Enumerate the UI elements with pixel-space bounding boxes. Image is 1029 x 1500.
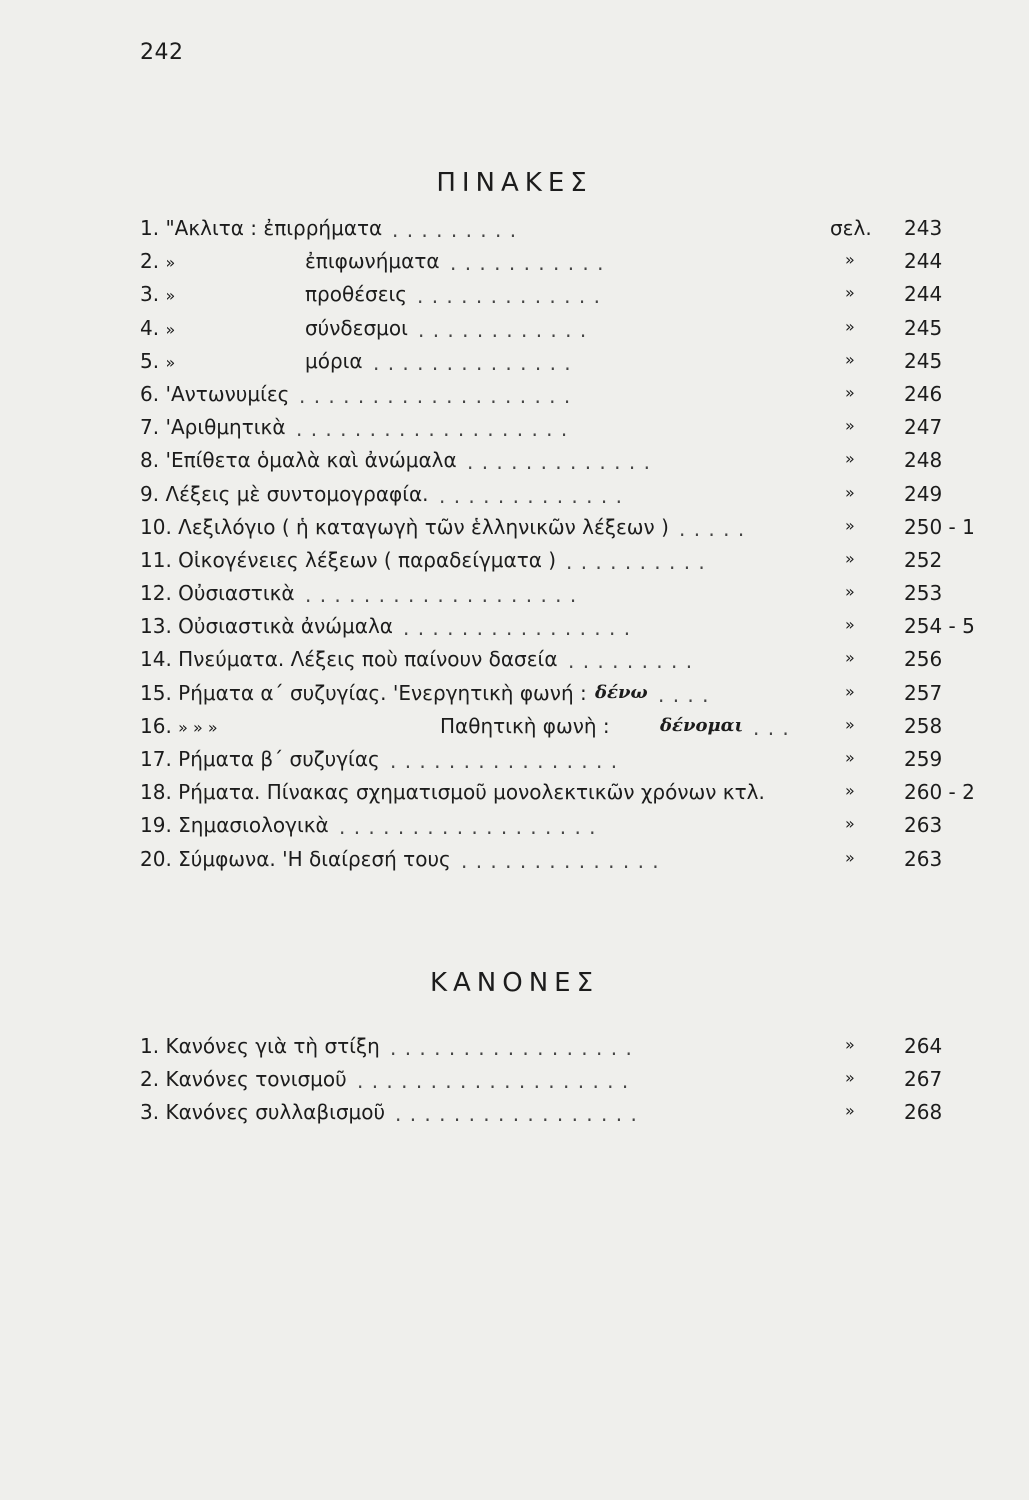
entry-number: 8. xyxy=(140,448,160,473)
page-reference: 263 xyxy=(904,846,943,871)
entry-number: 2. xyxy=(140,249,160,274)
entry-text xyxy=(140,448,457,472)
page-reference: 258 xyxy=(904,713,943,738)
dot-leader: . . . . . . . . . . . . . . . . xyxy=(403,616,632,641)
dot-leader: . . . . . . . . . . . . . . . . . . . xyxy=(357,1069,630,1094)
entry-text xyxy=(140,515,669,539)
entry-number: 5. xyxy=(140,348,160,373)
page-reference: 268 xyxy=(904,1100,943,1125)
page-reference: 244 xyxy=(904,282,943,307)
entry-text xyxy=(140,349,175,373)
toc-entry xyxy=(140,312,943,345)
toc-entry xyxy=(140,212,943,245)
page-reference: 249 xyxy=(904,481,943,506)
dot-leader: . . . . . . . . . . . . . . . . . . xyxy=(339,815,597,840)
dot-leader: . . . . . . . . . . . . . . . . . . . xyxy=(305,583,578,608)
entry-title: Οὐσιαστικὰ xyxy=(178,581,295,606)
entry-text xyxy=(140,681,587,705)
dot-leader: . . . . . . . . . . xyxy=(566,549,706,574)
entry-text xyxy=(140,1067,347,1091)
dot-leader: . . . . . . . . . . . . . xyxy=(467,450,651,475)
entry-number: 13. xyxy=(140,614,172,639)
entry-text xyxy=(140,614,393,638)
dot-leader: . . . . . . . . . . . . xyxy=(418,317,588,342)
entry-subtitle: μόρια xyxy=(305,348,363,373)
ditto-marker: » xyxy=(845,382,855,402)
toc-entry xyxy=(140,643,943,676)
entry-text xyxy=(140,747,380,771)
entry-number: 15. xyxy=(140,680,172,705)
page-number: 242 xyxy=(140,40,184,65)
entry-number: 3. xyxy=(140,282,160,307)
dot-leader: . . . . . xyxy=(679,516,746,541)
dot-leader: . . . . xyxy=(658,682,710,707)
entry-text xyxy=(140,316,175,340)
entry-title: Κανόνες γιὰ τὴ στίξη xyxy=(165,1034,380,1058)
entry-text xyxy=(140,847,451,871)
entry-number: 1. xyxy=(140,1034,160,1058)
entry-title: Κανόνες συλλαβισμοῦ xyxy=(165,1100,386,1125)
entry-title: Κανόνες τονισμοῦ xyxy=(165,1067,347,1092)
ditto-marker: » xyxy=(845,548,855,568)
toc-kanones xyxy=(140,1030,943,1130)
toc-entry xyxy=(140,843,943,876)
toc-entry xyxy=(140,577,943,610)
entry-text xyxy=(140,647,558,671)
entry-subtitle-text: Παθητικὴ φωνὴ : xyxy=(440,713,610,738)
ditto-marker: » xyxy=(845,1068,855,1088)
entry-subtitle: ἐπιφωνήματα xyxy=(305,249,440,274)
ditto-mark: » xyxy=(165,286,176,306)
entry-text xyxy=(140,581,295,605)
dot-leader: . . . . . . . . . . . . . . xyxy=(461,848,660,873)
entry-title: Σημασιολογικὰ xyxy=(178,813,329,838)
entry-text xyxy=(140,780,765,804)
ditto-marker: » xyxy=(845,449,855,469)
entry-title: 'Αντωνυμίες xyxy=(165,381,290,406)
entry-subtitle: σύνδεσμοι xyxy=(305,315,408,340)
entry-number: 14. xyxy=(140,647,172,672)
entry-text xyxy=(140,282,175,306)
dot-leader: . . . . . . . . . . . . . xyxy=(439,483,623,508)
entry-text xyxy=(140,382,289,406)
page-reference: 245 xyxy=(904,348,943,373)
verb-example: δένω xyxy=(595,681,648,703)
verb-example: δένομαι xyxy=(660,714,744,736)
entry-number: 1. xyxy=(140,216,160,240)
ditto-marker: » xyxy=(845,847,855,867)
entry-number: 20. xyxy=(140,846,172,871)
entry-number: 6. xyxy=(140,381,160,406)
ditto-marker: » xyxy=(845,781,855,801)
toc-entry xyxy=(140,245,943,278)
entry-number: 18. xyxy=(140,780,172,805)
toc-entry xyxy=(140,776,975,809)
ditto-marker: » xyxy=(845,582,855,602)
entry-text xyxy=(140,249,175,273)
toc-entry xyxy=(140,544,943,577)
toc-entry xyxy=(140,1096,943,1129)
entry-number: 10. xyxy=(140,514,172,539)
entry-text xyxy=(140,216,382,240)
entry-title: Ρήματα β΄ συζυγίας xyxy=(178,747,380,771)
page-reference: 245 xyxy=(904,315,943,340)
entry-text xyxy=(140,482,429,506)
page-reference: 257 xyxy=(904,680,943,705)
ditto-marker: » xyxy=(845,681,855,701)
dot-leader: . . . . . . . . . . . . . . . . . . . xyxy=(296,417,569,442)
ditto-marker: » xyxy=(845,1101,855,1121)
entry-number: 3. xyxy=(140,1100,160,1125)
entry-number: 4. xyxy=(140,315,160,340)
dot-leader: . . . . . . . . . xyxy=(568,649,694,674)
toc-pinakes xyxy=(140,212,975,876)
entry-title: Οἰκογένειες λέξεων ( παραδείγματα ) xyxy=(178,547,557,572)
entry-number: 12. xyxy=(140,581,172,606)
dot-leader: . . . . . . . . . xyxy=(392,218,518,242)
entry-number: 9. xyxy=(140,481,160,506)
entry-text xyxy=(140,1034,380,1058)
entry-title: Οὐσιαστικὰ ἀνώμαλα xyxy=(178,614,393,639)
ditto-marker: » xyxy=(845,515,855,535)
entry-text xyxy=(140,548,556,572)
entry-number: 7. xyxy=(140,415,160,440)
page-reference: 248 xyxy=(904,448,943,473)
page-reference: 259 xyxy=(904,747,943,771)
page-reference: 246 xyxy=(904,381,943,406)
dot-leader: . . . . . . . . . . . . . . . . . . . xyxy=(299,383,572,408)
page-reference: 244 xyxy=(904,249,943,274)
entry-text xyxy=(140,714,218,738)
entry-number: 2. xyxy=(140,1067,160,1092)
section-title-kanones: ΚΑΝΟΝΕΣ xyxy=(429,968,600,998)
ditto-marker: » xyxy=(845,814,855,834)
ditto-marker: » xyxy=(845,349,855,369)
dot-leader: . . . . . . . . . . . xyxy=(450,251,605,276)
ditto-marker: » xyxy=(845,615,855,635)
entry-title: 'Επίθετα ὁμαλὰ καὶ ἀνώμαλα xyxy=(165,448,457,473)
entry-title: 'Αριθμητικὰ xyxy=(165,415,286,440)
entry-text xyxy=(140,415,286,439)
entry-text xyxy=(140,813,329,837)
ditto-marker: » xyxy=(845,316,855,336)
entry-number: 11. xyxy=(140,547,172,572)
ditto-marker: » xyxy=(845,416,855,436)
toc-entry xyxy=(140,610,975,643)
dot-leader: . . . . . . . . . . . . . xyxy=(417,284,601,309)
toc-entry xyxy=(140,378,943,411)
page-reference: 256 xyxy=(904,647,943,672)
page-reference: 263 xyxy=(904,813,943,838)
ditto-marker: » xyxy=(845,482,855,502)
entry-title: Πνεύματα. Λέξεις ποὺ παίνουν δασεία xyxy=(178,647,558,672)
section-title-pinakes: ΠΙΝΑΚΕΣ xyxy=(436,168,593,198)
page-reference: 264 xyxy=(904,1034,943,1058)
entry-title: Σύμφωνα. 'Η διαίρεσή τους xyxy=(178,846,451,871)
toc-entry xyxy=(140,478,943,511)
page-reference: 243 xyxy=(904,216,943,240)
toc-entry xyxy=(140,444,943,477)
ditto-marker: » xyxy=(845,250,855,270)
toc-entry xyxy=(140,710,943,743)
toc-entry xyxy=(140,345,943,378)
page-reference: 250 - 1 xyxy=(904,514,975,539)
dot-leader: . . . . . . . . . . . . . . . . . xyxy=(395,1102,638,1127)
entry-number: 17. xyxy=(140,747,172,771)
ditto-marker: » xyxy=(845,283,855,303)
entry-title: Λεξιλόγιο ( ἡ καταγωγὴ τῶν ἑλληνικῶν λέξεων ) xyxy=(178,514,669,539)
entry-title: Λέξεις μὲ συντομογραφία. xyxy=(165,481,429,506)
ditto-marks: » » » xyxy=(178,717,218,737)
entry-subtitle: προθέσεις xyxy=(305,282,408,307)
entry-number: 16. xyxy=(140,713,172,738)
toc-entry xyxy=(140,1063,943,1096)
ditto-mark: » xyxy=(165,253,176,273)
dot-leader: . . . . . . . . . . . . . . . . xyxy=(390,749,619,773)
entry-title: "Ακλιτα : ἐπιρρήματα xyxy=(165,216,383,240)
ditto-marker: » xyxy=(845,1035,855,1054)
toc-entry xyxy=(140,411,943,444)
entry-title: Ρήματα α΄ συζυγίας. 'Ενεργητικὴ φωνή : xyxy=(178,680,587,705)
page-reference: 252 xyxy=(904,547,943,572)
page-label: σελ. xyxy=(830,216,872,240)
ditto-mark: » xyxy=(165,352,176,372)
page-reference: 260 - 2 xyxy=(904,780,975,805)
toc-entry xyxy=(140,1030,943,1063)
toc-entry xyxy=(140,511,975,544)
dot-leader: . . . xyxy=(753,715,790,740)
toc-entry xyxy=(140,809,943,842)
toc-entry xyxy=(140,677,943,710)
ditto-marker: » xyxy=(845,748,855,767)
entry-number: 19. xyxy=(140,813,172,838)
ditto-marker: » xyxy=(845,714,855,734)
toc-entry xyxy=(140,743,943,776)
page-reference: 267 xyxy=(904,1067,943,1092)
ditto-mark: » xyxy=(165,319,176,339)
entry-subtitle xyxy=(440,714,610,738)
page-reference: 254 - 5 xyxy=(904,614,975,639)
toc-entry xyxy=(140,278,943,311)
ditto-marker: » xyxy=(845,648,855,668)
dot-leader: . . . . . . . . . . . . . . xyxy=(373,350,572,375)
page-reference: 247 xyxy=(904,415,943,440)
dot-leader: . . . . . . . . . . . . . . . . . xyxy=(390,1036,633,1060)
entry-title: Ρήματα. Πίνακας σχηματισμοῦ μονολεκτικῶν χρόνων κτλ. xyxy=(178,780,765,805)
entry-text xyxy=(140,1100,385,1124)
page-reference: 253 xyxy=(904,581,943,606)
